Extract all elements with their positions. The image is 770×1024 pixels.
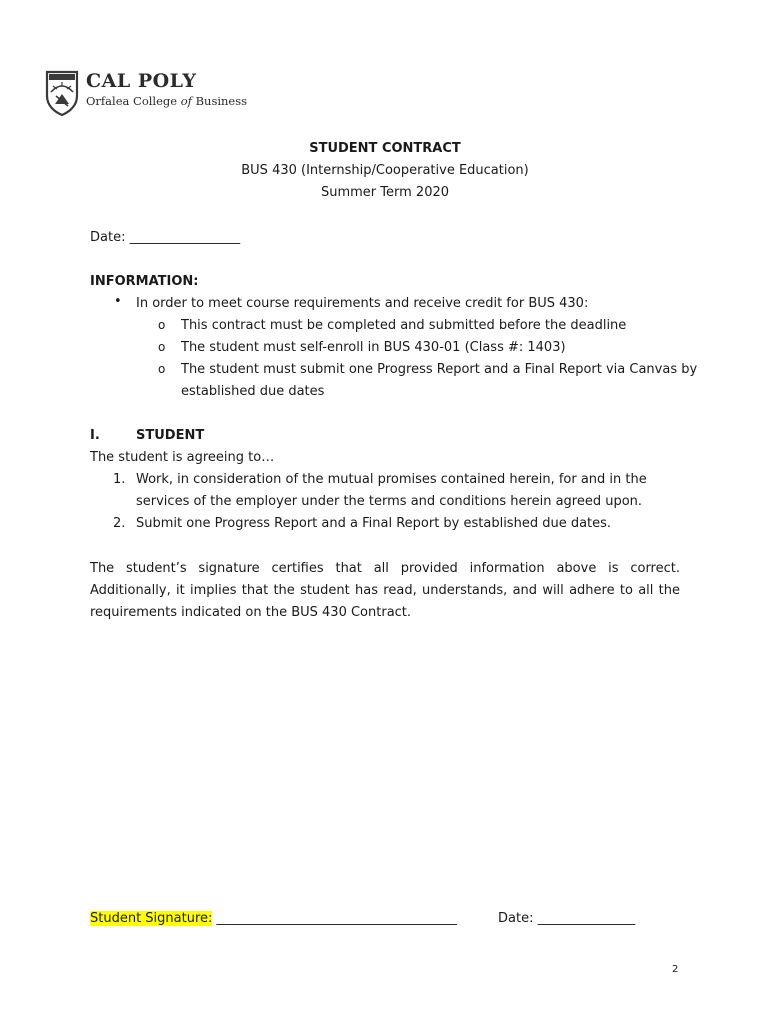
- sub-bullet-icon: o: [158, 362, 166, 376]
- section-heading: STUDENT: [136, 428, 205, 443]
- bullet-icon: •: [114, 294, 122, 309]
- information-sub-item: The student must self-enroll in BUS 430-01 (Class #: 1403): [181, 340, 566, 355]
- list-number: 1.: [113, 472, 126, 487]
- sub-bullet-icon: o: [158, 340, 166, 354]
- page-number: 2: [672, 964, 679, 975]
- list-item: Submit one Progress Report and a Final Report by established due dates.: [136, 516, 612, 531]
- information-sub-item: This contract must be completed and submitted before the deadline: [181, 318, 627, 333]
- information-sub-item-continued: established due dates: [181, 384, 325, 399]
- document-title: STUDENT CONTRACT: [309, 141, 461, 156]
- logo-university-name: CAL POLY: [86, 70, 197, 92]
- information-bullet: In order to meet course requirements and receive credit for BUS 430:: [136, 296, 589, 311]
- list-item: Work, in consideration of the mutual promises contained herein, for and in the: [136, 472, 647, 487]
- signature-label: Student Signature:: [90, 911, 213, 926]
- signature-date-field[interactable]: [498, 910, 635, 928]
- date-blank[interactable]: _________________: [129, 230, 241, 245]
- section-intro: The student is agreeing to…: [90, 450, 275, 465]
- date-label: Date:: [90, 230, 126, 245]
- information-heading: INFORMATION:: [90, 274, 199, 289]
- sub-bullet-icon: o: [158, 318, 166, 332]
- logo-college-name: Orfalea College of Business: [86, 94, 248, 108]
- date-field[interactable]: [90, 229, 240, 247]
- information-sub-item: The student must submit one Progress Report and a Final Report via Canvas by: [181, 362, 698, 377]
- signature-date-blank[interactable]: _______________: [537, 911, 636, 926]
- signature-date-label: Date:: [498, 911, 534, 926]
- signature-field[interactable]: [90, 910, 457, 928]
- shield-emblem-icon: [45, 70, 79, 116]
- cal-poly-logo: [45, 70, 248, 118]
- term-label: Summer Term 2020: [320, 185, 450, 200]
- certification-paragraph: The student’s signature certifies that all provided information above is correct. Additionally, it implies that the student has read, understands, and will adhere to all the requirements indicated on the BUS 430 Contract.: [90, 561, 680, 620]
- list-number: 2.: [113, 516, 126, 531]
- list-item-continued: services of the employer under the terms and conditions herein agreed upon.: [136, 494, 643, 509]
- course-title: BUS 430 (Internship/Cooperative Education): [241, 163, 529, 178]
- signature-blank[interactable]: _____________________________________: [216, 911, 458, 926]
- section-number: I.: [90, 428, 100, 443]
